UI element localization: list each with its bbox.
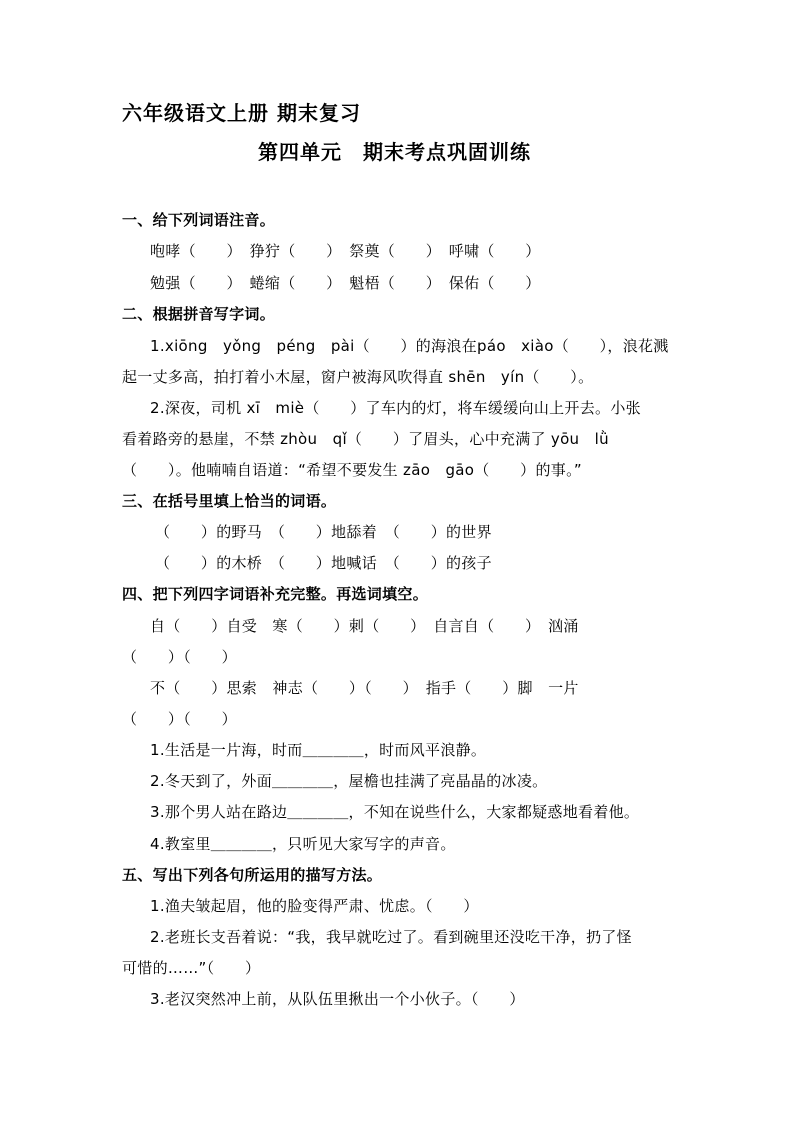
section-5-q3: 3.老汉突然冲上前，从队伍里揪出一个小伙子。（ ）: [150, 990, 525, 1008]
section-2-heading: 二、根据拼音写字词。: [122, 305, 276, 323]
section-5-q2-line-1: 2.老班长支吾着说：“我，我早就吃过了。看到碗里还没吃干净，扔了怪: [150, 928, 632, 946]
section-5-heading: 五、写出下列各句所运用的描写方法。: [122, 866, 383, 884]
section-5-q1: 1.渔夫皱起眉，他的脸变得严肃、忧虑。（ ）: [150, 897, 479, 915]
document-subtitle: 第四单元 期末考点巩固训练: [258, 140, 531, 164]
section-2-p2-line-1: 2.深夜，司机 xī miè（ ）了车内的灯，将车缓缓向山上开去。小张: [150, 399, 641, 417]
section-2-p1-line-2: 起一丈多高，拍打着小木屋，窗户被海风吹得直 shēn yín（ ）。: [122, 368, 594, 386]
section-1-heading: 一、给下列词语注音。: [122, 211, 276, 229]
section-4-q4: 4.教室里＿＿＿＿，只听见大家写字的声音。: [150, 835, 456, 853]
section-2-p2-line-2: 看着路旁的悬崖，不禁 zhòu qǐ（ ）了眉头，心中充满了 yōu lǜ: [122, 430, 609, 448]
section-4-row-1a: 自（ ）自受 寒（ ）刺（ ） 自言自（ ） 汹涌: [150, 617, 579, 635]
section-4-q2: 2.冬天到了，外面＿＿＿＿，屋檐也挂满了亮晶晶的冰凌。: [150, 772, 548, 790]
section-1-row-2: 勉强（ ） 蜷缩（ ） 魁梧（ ） 保佑（ ）: [150, 274, 541, 292]
section-4-heading: 四、把下列四字词语补充完整。再选词填空。: [122, 585, 429, 603]
section-4-row-2b: （ ）（ ）: [122, 710, 237, 728]
section-4-row-1b: （ ）（ ）: [122, 648, 237, 666]
section-3-row-2: （ ）的木桥 （ ）地喊话 （ ）的孩子: [155, 554, 492, 572]
section-4-q1: 1.生活是一片海，时而＿＿＿＿，时而风平浪静。: [150, 741, 487, 759]
document-title: 六年级语文上册 期末复习: [122, 101, 361, 125]
section-4-row-2a: 不（ ）思索 神志（ ）（ ） 指手（ ）脚 一片: [150, 679, 579, 697]
section-3-heading: 三、在括号里填上恰当的词语。: [122, 492, 337, 510]
section-3-row-1: （ ）的野马 （ ）地舔着 （ ）的世界: [155, 523, 492, 541]
section-2-p1-line-1: 1.xiōng yǒng péng pài（ ）的海浪在páo xiào（ ），浪花溅: [150, 337, 669, 355]
section-4-q3: 3.那个男人站在路边＿＿＿＿，不知在说些什么，大家都疑惑地看着他。: [150, 803, 640, 821]
section-2-p2-line-3: （ ）。他喃喃自语道：“希望不要发生 zāo gāo（ ）的事。”: [122, 461, 582, 479]
section-5-q2-line-2: 可惜的……”（ ）: [122, 959, 261, 977]
section-1-row-1: 咆哮（ ） 狰狞（ ） 祭奠（ ） 呼啸（ ）: [150, 242, 541, 260]
